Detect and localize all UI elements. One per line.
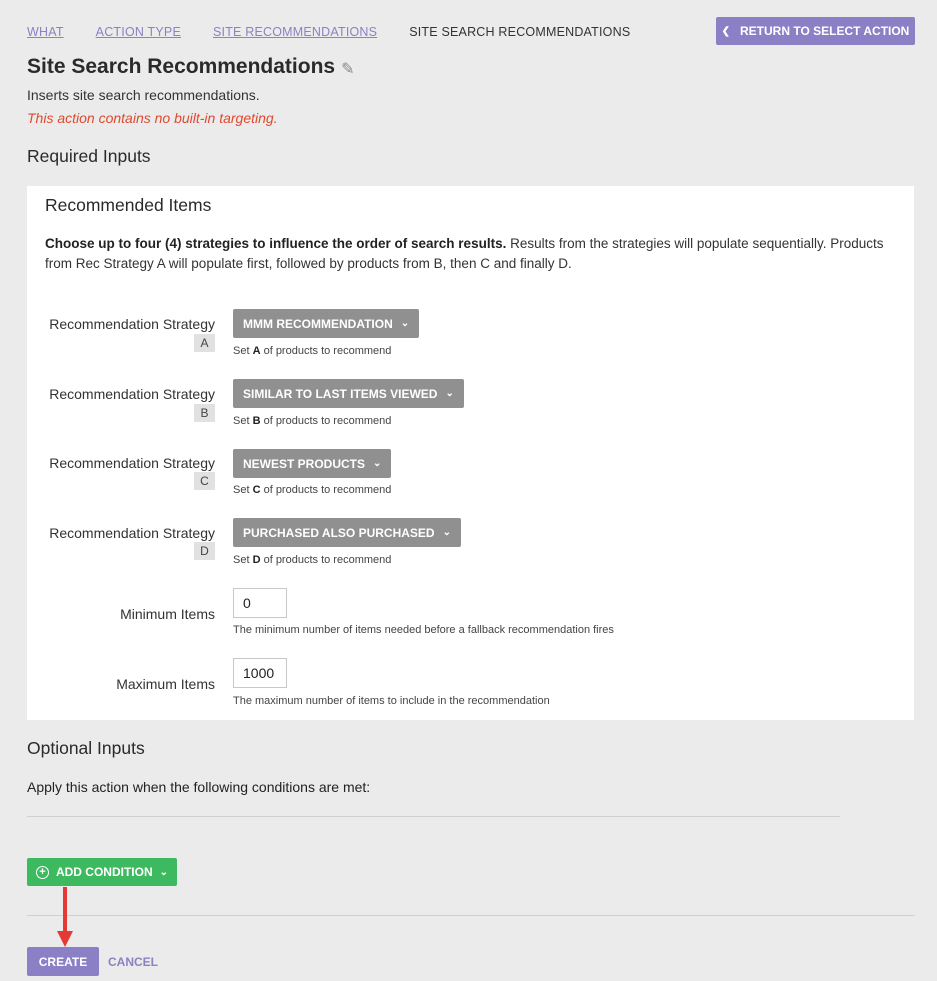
strategy-d-help	[233, 554, 391, 566]
breadcrumb-action-type[interactable]: ACTION TYPE	[95, 25, 181, 39]
chevron-down-icon: ⌄	[400, 318, 410, 329]
strategy-letter-badge: B	[194, 404, 215, 422]
breadcrumb	[27, 25, 630, 39]
help-pre: Set	[233, 415, 253, 427]
conditions-text: Apply this action when the following conditions are met:	[27, 779, 371, 795]
minimum-items-label: Minimum Items	[120, 606, 215, 622]
maximum-items-input[interactable]	[233, 658, 287, 688]
breadcrumb-site-recommendations[interactable]: SITE RECOMMENDATIONS	[213, 25, 378, 39]
strategy-letter-badge: D	[194, 542, 215, 560]
maximum-items-label: Maximum Items	[116, 676, 215, 692]
strategy-d-dropdown[interactable]	[233, 518, 461, 547]
strategy-c-help	[233, 484, 391, 496]
strategy-label: Recommendation Strategy	[49, 455, 215, 471]
required-inputs-heading: Required Inputs	[27, 146, 151, 166]
breadcrumb-current: SITE SEARCH RECOMMENDATIONS	[409, 25, 631, 39]
chevron-down-icon: ⌄	[442, 527, 451, 538]
intro-bold: Choose up to four (4) strategies to influence the order of search results.	[45, 236, 507, 251]
recommended-items-card	[27, 186, 914, 720]
minimum-items-help: The minimum number of items needed before a fallback recommendation fires	[233, 624, 614, 636]
card-title: Recommended Items	[45, 195, 212, 215]
strategy-letter-badge: A	[194, 334, 215, 352]
strategy-c-value: NEWEST PRODUCTS	[243, 456, 366, 471]
targeting-warning: This action contains no built-in targeting.	[27, 110, 278, 126]
strategy-d-value: PURCHASED ALSO PURCHASED	[243, 525, 435, 540]
cancel-link[interactable]: CANCEL	[108, 955, 158, 969]
help-post: of products to recommend	[260, 415, 392, 427]
add-condition-button[interactable]	[27, 858, 177, 886]
strategy-b-dropdown[interactable]	[233, 379, 464, 408]
help-pre: Set	[233, 345, 253, 357]
chevron-left-icon: ❮	[721, 25, 731, 37]
help-letter: A	[252, 345, 261, 357]
page-title: Site Search Recommendations	[27, 55, 336, 78]
help-letter: B	[252, 415, 261, 427]
strategy-a-value: MMM RECOMMENDATION	[243, 316, 393, 331]
plus-circle-icon: +	[36, 866, 49, 879]
strategy-label: Recommendation Strategy	[49, 525, 215, 541]
intro-rest: Results from the strategies will populate sequentially. Products from Rec Strategy A will populate first, followed by products from B, then C and finally D.	[45, 236, 884, 271]
help-pre: Set	[233, 554, 253, 566]
create-button[interactable]: CREATE	[27, 947, 99, 976]
add-condition-label: ADD CONDITION	[55, 865, 153, 879]
chevron-down-icon: ⌄	[373, 458, 382, 469]
divider	[27, 816, 840, 817]
help-post: of products to recommend	[260, 345, 392, 357]
chevron-down-icon: ⌄	[159, 866, 169, 878]
help-post: of products to recommend	[260, 554, 392, 566]
strategy-c-dropdown[interactable]	[233, 449, 391, 478]
optional-inputs-heading: Optional Inputs	[27, 738, 145, 758]
strategy-label: Recommendation Strategy	[49, 316, 215, 332]
page-description: Inserts site search recommendations.	[27, 87, 260, 103]
pencil-icon[interactable]: ✎	[341, 61, 355, 78]
minimum-items-input[interactable]	[233, 588, 287, 618]
strategy-label: Recommendation Strategy	[49, 386, 215, 402]
strategy-b-value: SIMILAR TO LAST ITEMS VIEWED	[243, 386, 438, 401]
strategy-a-help	[233, 345, 391, 357]
divider	[27, 915, 915, 916]
chevron-down-icon: ⌄	[445, 388, 454, 399]
card-intro	[45, 234, 905, 274]
breadcrumb-what[interactable]: WHAT	[27, 25, 64, 39]
strategy-letter-badge: C	[194, 472, 215, 490]
help-letter: D	[252, 554, 261, 566]
strategy-b-help	[233, 415, 391, 427]
strategy-a-dropdown[interactable]	[233, 309, 419, 338]
help-letter: C	[252, 484, 261, 496]
help-post: of products to recommend	[260, 484, 392, 496]
return-button-label: RETURN TO SELECT ACTION	[740, 24, 910, 38]
page-title-row	[27, 55, 355, 79]
maximum-items-help: The maximum number of items to include in the recommendation	[233, 695, 550, 707]
annotation-arrow-icon	[57, 887, 73, 949]
return-to-select-action-button[interactable]	[716, 17, 915, 45]
help-pre: Set	[233, 484, 253, 496]
